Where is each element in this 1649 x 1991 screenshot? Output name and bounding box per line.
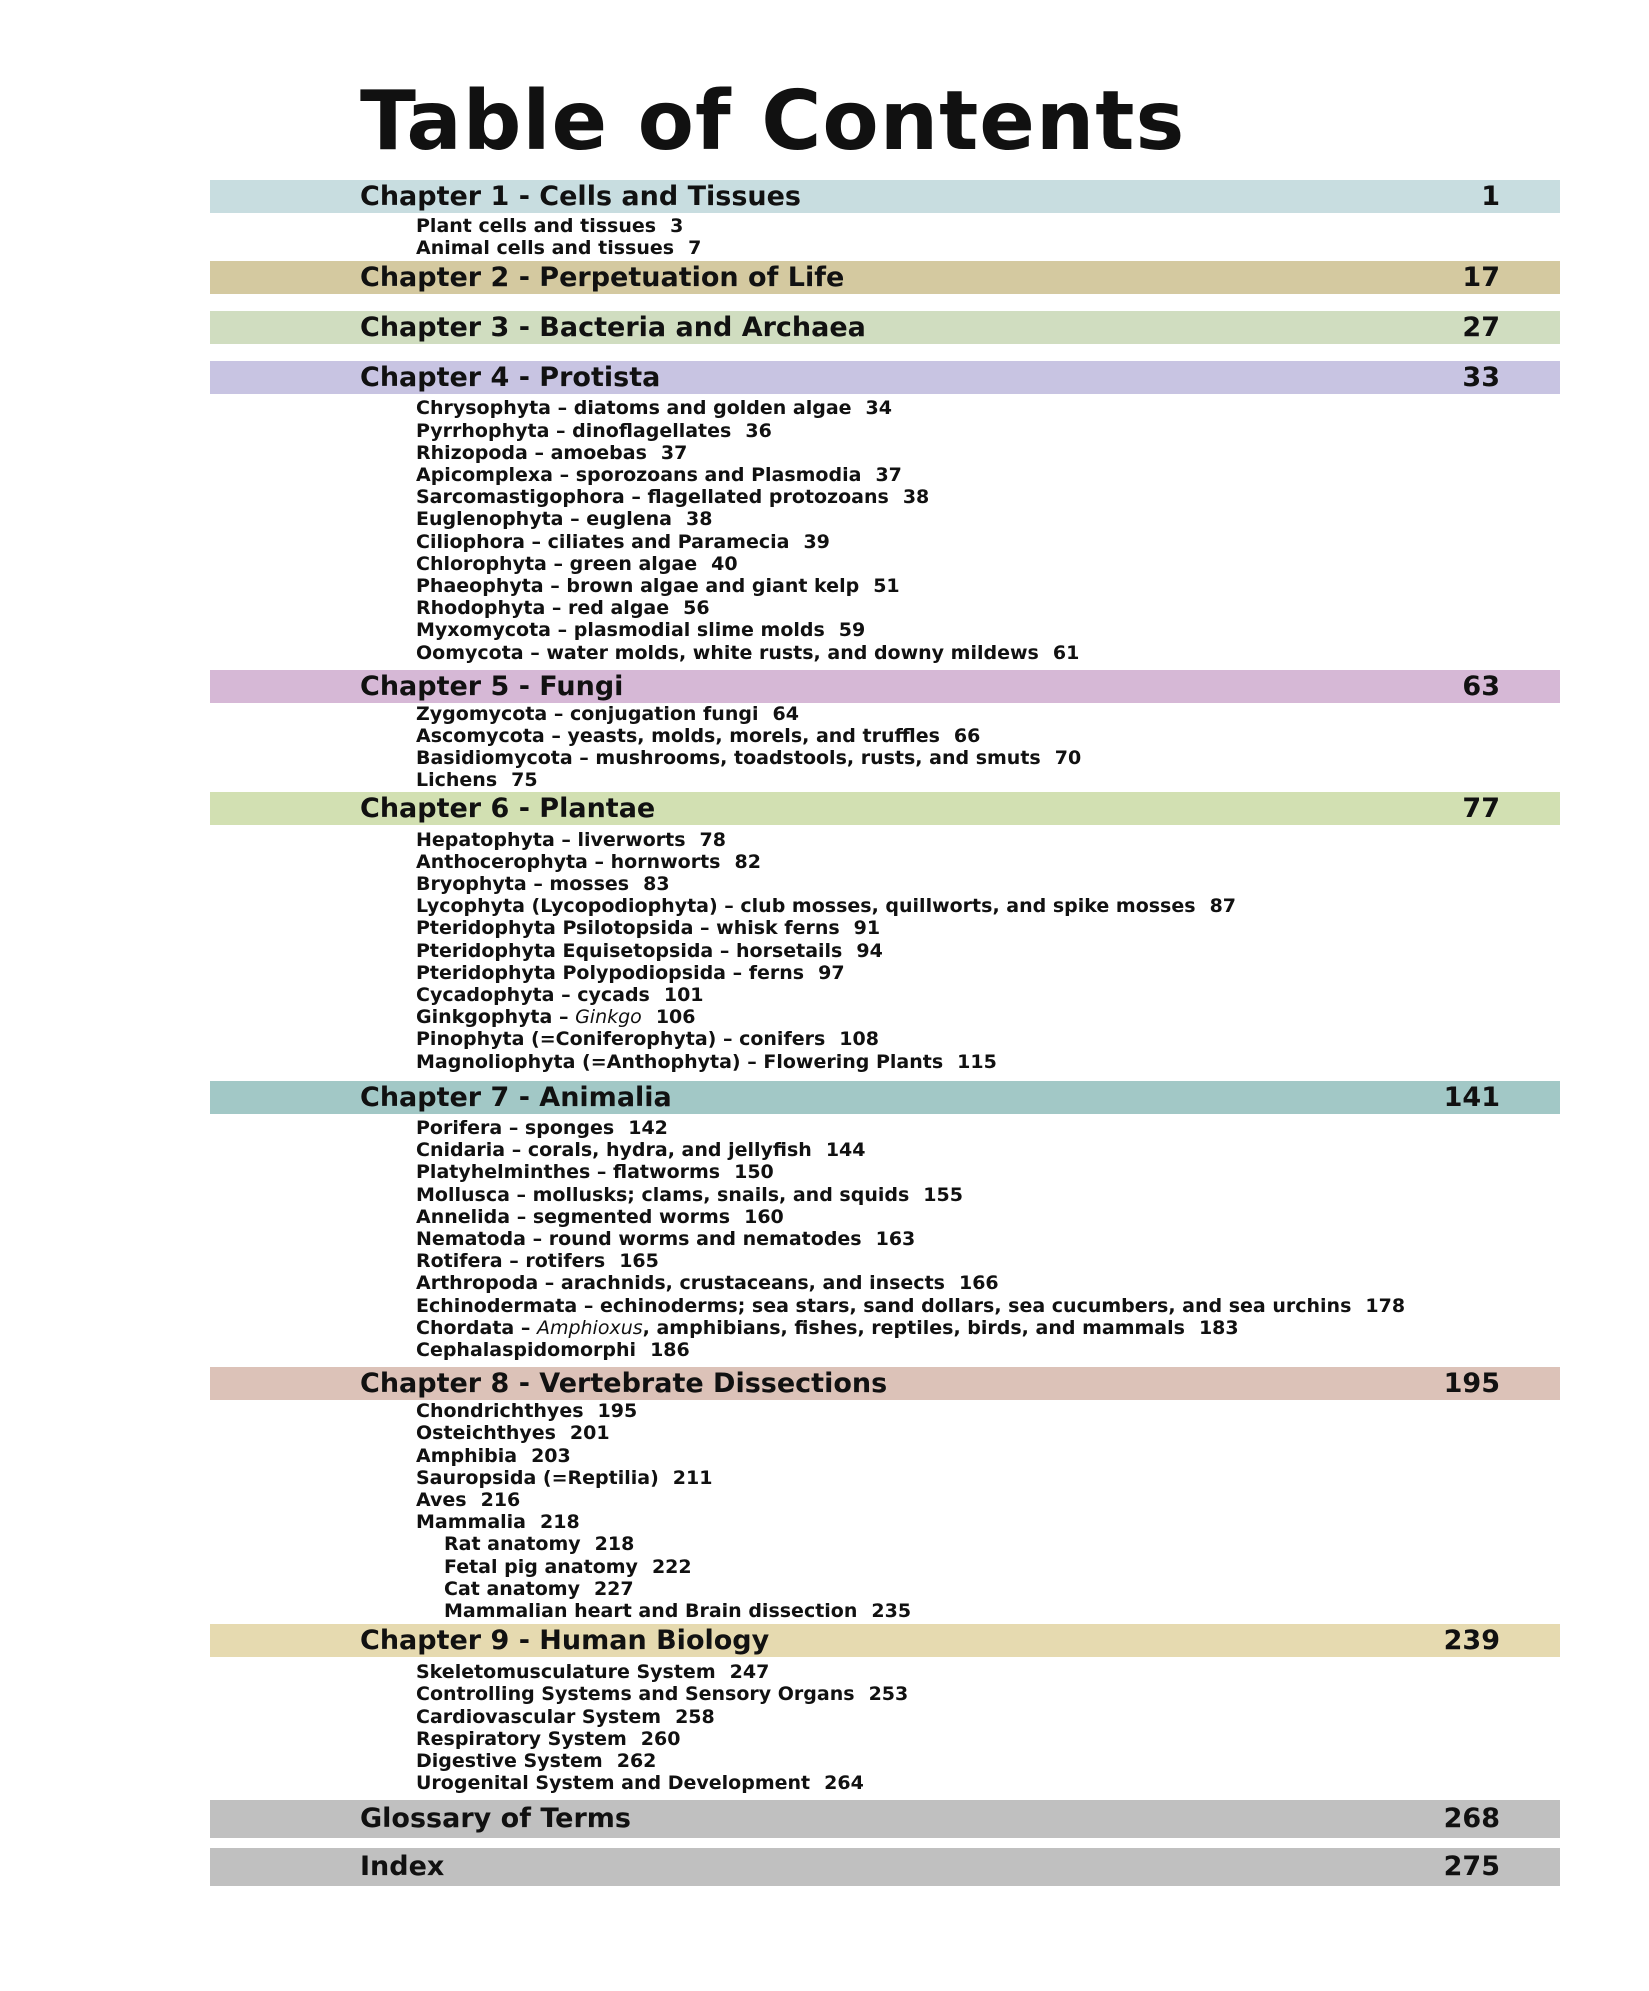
section-list <box>210 703 1560 792</box>
section-title: Oomycota – water molds, white rusts, and downy mildews <box>416 641 1039 664</box>
section-page-number: 38 <box>686 508 713 531</box>
chapter-title: Chapter 1 - Cells and Tissues <box>360 181 802 212</box>
section-page-number: 165 <box>619 1250 659 1273</box>
section-entry <box>416 642 1560 664</box>
section-title: Chlorophyta – green algae <box>416 552 698 575</box>
section-entry <box>416 1772 1560 1794</box>
section-entry <box>416 575 1560 597</box>
section-entry <box>416 1533 1560 1555</box>
section-page-number: 144 <box>825 1139 866 1162</box>
chapter-title: Chapter 3 - Bacteria and Archaea <box>360 312 866 344</box>
section-entry <box>416 1578 1560 1600</box>
section-page-number: 83 <box>643 873 670 896</box>
section-page-number: 70 <box>1054 747 1082 770</box>
section-entry <box>416 464 1560 486</box>
section-entry <box>416 597 1560 619</box>
section-page-number: 150 <box>734 1161 774 1184</box>
section-page-number: 64 <box>772 702 799 725</box>
section-page-number: 166 <box>958 1272 999 1295</box>
section-entry <box>416 1184 1560 1206</box>
chapter-page-number: 27 <box>1462 312 1500 344</box>
section-title: Animal cells and tissues <box>416 237 675 260</box>
section-title: Lycophyta (Lycopodiophyta) – club mosses, quillworts, and spike mosses <box>416 895 1196 918</box>
chapter-title: Chapter 9 - Human Biology <box>360 1625 770 1657</box>
chapter-title: Chapter 2 - Perpetuation of Life <box>360 262 845 294</box>
chapter-heading <box>210 261 1560 294</box>
section-page-number: 101 <box>663 984 704 1007</box>
section-title: Rotifera – rotifers <box>416 1250 606 1273</box>
section-title: Sauropsida (=Reptilia) <box>416 1466 659 1489</box>
section-entry <box>416 1295 1560 1317</box>
section-title: Platyhelminthes – flatworms <box>416 1161 721 1184</box>
chapter-heading <box>210 1081 1560 1114</box>
section-page-number: 87 <box>1209 895 1237 918</box>
section-title: Euglenophyta – euglena <box>416 508 672 531</box>
chapter-heading <box>210 361 1560 394</box>
section-page-number: 56 <box>683 597 710 620</box>
section-page-number: 34 <box>865 397 892 420</box>
section-entry <box>416 1556 1560 1578</box>
section-entry <box>416 1511 1560 1533</box>
section-page-number: 235 <box>871 1599 912 1622</box>
section-title: Respiratory System <box>416 1727 627 1750</box>
section-title: Cephalaspidomorphi <box>416 1338 637 1361</box>
section-title: Urogenital System and Development <box>416 1772 811 1795</box>
section-page-number: 106 <box>655 1006 696 1029</box>
section-title: Pteridophyta Equisetopsida – horsetails <box>416 939 843 962</box>
section-title: Mammalia <box>416 1511 526 1534</box>
section-page-number: 247 <box>729 1661 770 1684</box>
table-of-contents <box>210 180 1560 1886</box>
section-title: Chordata – <box>416 1316 537 1339</box>
section-entry <box>416 1006 1560 1028</box>
section-page-number: 201 <box>569 1422 610 1445</box>
section-page-number: 37 <box>660 441 688 464</box>
section-entry <box>416 1028 1560 1050</box>
section-page-number: 91 <box>853 917 881 940</box>
section-entry <box>416 1139 1560 1161</box>
section-entry <box>416 917 1560 939</box>
section-title: Pinophyta (=Coniferophyta) – conifers <box>416 1028 826 1051</box>
section-title: Echinodermata – echinoderms; sea stars, sand dollars, sea cucumbers, and sea urchins <box>416 1294 1352 1317</box>
section-title: Rhizopoda – amoebas <box>416 441 647 464</box>
section-list <box>210 213 1560 259</box>
section-page-number: 264 <box>824 1772 864 1795</box>
section-entry <box>416 895 1560 917</box>
section-page-number: 186 <box>650 1338 690 1361</box>
section-entry <box>416 1728 1560 1750</box>
section-entry <box>416 940 1560 962</box>
section-title: Amphibia <box>416 1444 518 1467</box>
section-title: Magnoliophyta (=Anthophyta) – Flowering Plants <box>416 1050 944 1073</box>
section-entry <box>416 1489 1560 1511</box>
section-list <box>210 1657 1560 1800</box>
section-page-number: 3 <box>670 215 684 237</box>
chapter-title: Index <box>360 1851 445 1883</box>
section-title: Rhodophyta – red algae <box>416 597 670 620</box>
section-entry <box>416 1467 1560 1489</box>
section-entry <box>416 1250 1560 1272</box>
section-entry <box>416 531 1560 553</box>
section-page-number: 108 <box>839 1028 879 1051</box>
chapter-title: Chapter 6 - Plantae <box>360 792 656 824</box>
section-page-number: 61 <box>1052 641 1080 664</box>
section-page-number: 37 <box>875 464 902 487</box>
section-title: Digestive System <box>416 1749 603 1772</box>
section-entry <box>416 1422 1560 1444</box>
section-title: Pyrrhophyta – dinoflagellates <box>416 419 732 442</box>
section-title: Porifera – sponges <box>416 1116 615 1139</box>
section-entry <box>416 1117 1560 1139</box>
section-title: Pteridophyta Polypodiopsida – ferns <box>416 961 805 984</box>
section-title: Ciliophora – ciliates and Paramecia <box>416 530 790 553</box>
section-page-number: 94 <box>856 939 883 962</box>
section-entry <box>416 553 1560 575</box>
chapter-page-number: 275 <box>1443 1851 1500 1883</box>
section-page-number: 78 <box>699 828 726 851</box>
section-entry <box>416 237 1560 259</box>
section-title: Annelida – segmented worms <box>416 1205 731 1228</box>
section-entry <box>416 1683 1560 1705</box>
section-page-number: 262 <box>616 1749 657 1772</box>
chapter-page-number: 63 <box>1462 670 1500 702</box>
chapter-heading <box>210 180 1560 213</box>
chapter-title: Chapter 8 - Vertebrate Dissections <box>360 1368 888 1400</box>
chapter-page-number: 33 <box>1462 362 1500 394</box>
section-page-number: 36 <box>745 419 772 442</box>
section-page-number: 66 <box>953 725 981 748</box>
section-entry <box>416 1339 1560 1361</box>
section-title: Cat anatomy <box>444 1577 580 1600</box>
section-entry <box>416 486 1560 508</box>
section-title-italic: Amphioxus <box>536 1316 643 1339</box>
section-page-number: 142 <box>628 1116 668 1139</box>
chapter-heading <box>210 311 1560 344</box>
section-entry <box>416 725 1560 747</box>
section-title: Ginkgophyta – <box>416 1006 576 1029</box>
page-title: Table of Contents <box>360 74 1186 169</box>
section-page-number: 222 <box>651 1555 692 1578</box>
section-title: Zygomycota – conjugation fungi <box>416 702 759 725</box>
section-entry <box>416 1706 1560 1728</box>
section-title: Mollusca – mollusks; clams, snails, and squids <box>416 1183 910 1206</box>
chapter-title: Glossary of Terms <box>360 1803 632 1835</box>
section-page-number: 163 <box>875 1227 916 1250</box>
section-title: Cnidaria – corals, hydra, and jellyfish <box>416 1139 812 1162</box>
section-entry <box>416 1228 1560 1250</box>
section-title-italic: Ginkgo <box>575 1006 642 1029</box>
section-entry <box>416 442 1560 464</box>
section-list <box>210 1400 1560 1622</box>
section-title: Mammalian heart and Brain dissection <box>444 1599 858 1622</box>
section-page-number: 39 <box>803 530 830 553</box>
chapter-heading <box>210 670 1560 703</box>
section-title: Lichens <box>416 769 498 792</box>
chapter-title: Chapter 7 - Animalia <box>360 1081 672 1113</box>
section-title: Apicomplexa – sporozoans and Plasmodia <box>416 464 862 487</box>
section-title: Chrysophyta – diatoms and golden algae <box>416 397 852 420</box>
section-entry <box>416 1445 1560 1467</box>
chapter-page-number: 141 <box>1443 1081 1500 1113</box>
section-entry <box>416 1206 1560 1228</box>
section-title: Arthropoda – arachnids, crustaceans, and insects <box>416 1272 945 1295</box>
section-entry <box>416 1600 1560 1622</box>
section-entry <box>416 1400 1560 1422</box>
section-page-number: 227 <box>593 1577 634 1600</box>
chapter-page-number: 1 <box>1481 181 1500 212</box>
section-entry <box>416 1272 1560 1294</box>
chapter-title: Chapter 5 - Fungi <box>360 670 624 702</box>
section-title: Osteichthyes <box>416 1422 556 1445</box>
section-title: Sarcomastigophora – flagellated protozoans <box>416 486 889 509</box>
section-title: Nematoda – round worms and nematodes <box>416 1227 862 1250</box>
section-page-number: 82 <box>734 850 761 873</box>
chapter-page-number: 77 <box>1462 792 1500 824</box>
chapter-page-number: 239 <box>1443 1625 1500 1657</box>
section-title: Anthocerophyta – hornworts <box>416 850 721 873</box>
section-entry <box>416 769 1560 791</box>
section-page-number: 218 <box>540 1511 580 1534</box>
section-page-number: 115 <box>957 1050 997 1073</box>
section-page-number: 75 <box>511 769 538 792</box>
section-page-number: 178 <box>1365 1294 1406 1317</box>
section-entry <box>416 1661 1560 1683</box>
section-entry <box>416 508 1560 530</box>
section-list <box>210 394 1560 669</box>
section-entry <box>416 420 1560 442</box>
section-entry <box>416 962 1560 984</box>
section-page-number: 211 <box>672 1466 713 1489</box>
section-page-number: 216 <box>480 1488 521 1511</box>
chapter-page-number: 17 <box>1462 262 1500 294</box>
section-page-number: 38 <box>902 486 930 509</box>
chapter-heading <box>210 792 1560 825</box>
section-page-number: 183 <box>1198 1316 1239 1339</box>
chapter-title: Chapter 4 - Protista <box>360 362 661 394</box>
chapter-heading <box>210 1848 1560 1886</box>
chapter-heading <box>210 1624 1560 1657</box>
section-title: Controlling Systems and Sensory Organs <box>416 1683 855 1706</box>
section-page-number: 155 <box>923 1183 963 1206</box>
chapter-heading <box>210 1367 1560 1400</box>
section-page-number: 195 <box>597 1400 638 1423</box>
section-page-number: 203 <box>531 1444 571 1467</box>
chapter-page-number: 195 <box>1443 1368 1500 1400</box>
section-page-number: 51 <box>873 575 900 598</box>
section-title: Myxomycota – plasmodial slime molds <box>416 619 825 642</box>
section-title: Ascomycota – yeasts, molds, morels, and truffles <box>416 725 940 748</box>
section-page-number: 258 <box>675 1705 715 1728</box>
section-page-number: 59 <box>838 619 866 642</box>
section-title: Basidiomycota – mushrooms, toadstools, rusts, and smuts <box>416 747 1041 770</box>
section-title: Chondrichthyes <box>416 1400 584 1423</box>
section-entry <box>416 984 1560 1006</box>
section-entry <box>416 215 1560 237</box>
section-list <box>210 825 1560 1081</box>
chapter-heading <box>210 1800 1560 1838</box>
section-title: Rat anatomy <box>444 1533 581 1556</box>
section-entry <box>416 1317 1560 1339</box>
section-list <box>210 1114 1560 1367</box>
section-title: Cycadophyta – cycads <box>416 984 650 1007</box>
section-page-number: 97 <box>818 961 845 984</box>
section-title: Pteridophyta Psilotopsida – whisk ferns <box>416 917 840 940</box>
chapter-page-number: 268 <box>1443 1803 1500 1835</box>
section-entry <box>416 619 1560 641</box>
section-entry <box>416 851 1560 873</box>
section-entry <box>416 703 1560 725</box>
section-entry <box>416 829 1560 851</box>
section-page-number: 260 <box>640 1727 681 1750</box>
section-page-number: 218 <box>594 1533 635 1556</box>
section-entry <box>416 1051 1560 1073</box>
section-page-number: 40 <box>711 552 738 575</box>
section-title-continued: , amphibians, fishes, reptiles, birds, and mammals <box>642 1316 1185 1339</box>
section-title: Hepatophyta – liverworts <box>416 828 686 851</box>
section-entry <box>416 1750 1560 1772</box>
section-entry <box>416 1161 1560 1183</box>
section-entry <box>416 747 1560 769</box>
section-title: Cardiovascular System <box>416 1705 662 1728</box>
section-title: Aves <box>416 1488 467 1511</box>
section-title: Phaeophyta – brown algae and giant kelp <box>416 575 860 598</box>
section-page-number: 253 <box>868 1683 909 1706</box>
section-title: Plant cells and tissues <box>416 215 657 237</box>
section-entry <box>416 873 1560 895</box>
section-title: Bryophyta – mosses <box>416 873 630 896</box>
section-title: Skeletomusculature System <box>416 1661 716 1684</box>
section-page-number: 160 <box>744 1205 784 1228</box>
section-entry <box>416 397 1560 419</box>
section-page-number: 7 <box>688 237 702 260</box>
section-title: Fetal pig anatomy <box>444 1555 638 1578</box>
